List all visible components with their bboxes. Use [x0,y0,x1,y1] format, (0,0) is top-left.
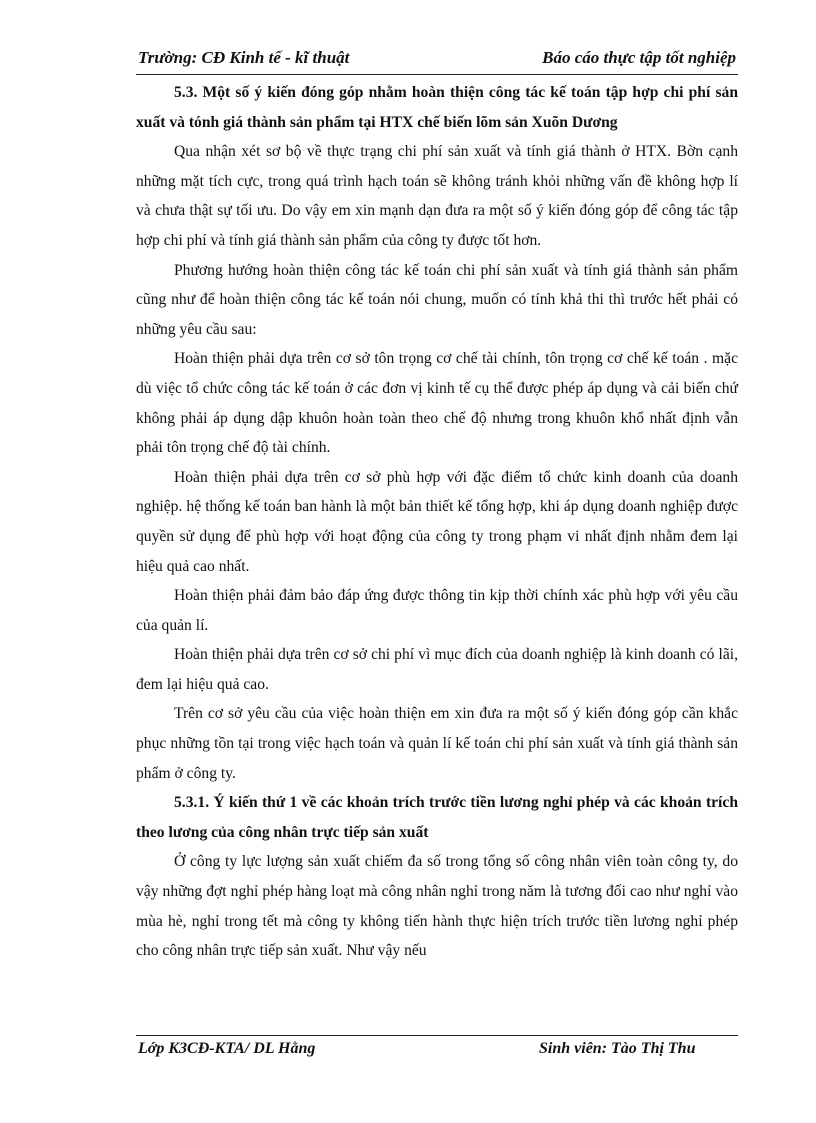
paragraph-4: Hoàn thiện phải dựa trên cơ sở phù hợp với đặc điểm tổ chức kinh doanh của doanh nghiệp. hệ thống kế toán ban hành là một bản thiết kế tổng hợp, khi áp dụng doanh nghiệp được quyền sử dụng để phù hợp với hoạt động của công ty trong phạm vi nhất định nhằm đem lại hiệu quả cao nhất. [136,468,738,575]
paragraph-2: Phương hướng hoàn thiện công tác kế toán chi phí sản xuất và tính giá thành sản phẩm cũng như để hoàn thiện công tác kế toán nói chung, muốn có tính khả thi thì trước hết phải có những yêu cầu sau: [136,261,738,338]
page-body [136,78,738,966]
header-report-title: Báo cáo thực tập tốt nghiệp [542,48,736,67]
paragraph-1: Qua nhận xét sơ bộ về thực trạng chi phí sản xuất và tính giá thành ở HTX. Bờn cạnh những mặt tích cực, trong quá trình hạch toán sẽ không tránh khỏi những vấn đề không hợp lí và chưa thật sự tối ưu. Do vậy em xin mạnh dạn đưa ra một số ý kiến đóng góp để công tác tập hợp chi phí và tính giá thành sản phẩm của công ty được tốt hơn. [136,143,738,249]
paragraph-3: Hoàn thiện phải dựa trên cơ sở tôn trọng cơ chế tài chính, tôn trọng cơ chế kế toán . mặc dù việc tổ chức công tác kế toán ở các đơn vị kinh tế cụ thể được phép áp dụng và cải biến chứ không phải áp dụng dập khuôn hoàn toàn theo chế độ nhưng trong khuôn khổ nhất định vẫn phải tôn trọng chế độ tài chính. [136,350,738,457]
subsection-heading: 5.3.1. Ý kiến thứ 1 về các khoản trích trước tiền lương nghỉ phép và các khoản trích theo lương của công nhân trực tiếp sản xuất [136,794,738,841]
paragraph-6: Hoàn thiện phải dựa trên cơ sở chi phí vì mục đích của doanh nghiệp là kinh doanh có lãi, đem lại hiệu quả cao. [136,646,738,693]
header-school: Trường: CĐ Kinh tế - kĩ thuật [138,48,350,67]
paragraph-5: Hoàn thiện phải đảm bảo đáp ứng được thông tin kịp thời chính xác phù hợp với yêu cầu của quản lí. [136,587,738,634]
footer-class: Lớp K3CĐ-KTA/ DL Hằng [138,1040,316,1057]
footer-student: Sinh viên: Tào Thị Thu [539,1040,696,1057]
page-footer [136,1035,738,1057]
paragraph-8: Ở công ty lực lượng sản xuất chiếm đa số trong tổng số công nhân viên toàn công ty, do vậy những đợt nghỉ phép hàng loạt mà công nhân nghỉ trong năm là tương đối cao như nghỉ vào mùa hè, nghỉ trong tết mà công ty không tiến hành thực hiện trích trước tiền lương nghỉ phép cho công nhân trực tiếp sản xuất. Như vậy nếu [136,853,738,960]
paragraph-7: Trên cơ sở yêu cầu của việc hoàn thiện em xin đưa ra một số ý kiến đóng góp cần khắc phục những tồn tại trong việc hạch toán và quản lí kế toán chi phí sản xuất và tính giá thành sản phẩm ở công ty. [136,705,738,782]
section-heading: 5.3. Một số ý kiến đóng góp nhằm hoàn thiện công tác kế toán tập hợp chi phí sản xuất và tónh giá thành sản phẩm tại HTX chế biến lõm sản Xuõn Dương [136,84,738,131]
page-header [136,48,738,75]
